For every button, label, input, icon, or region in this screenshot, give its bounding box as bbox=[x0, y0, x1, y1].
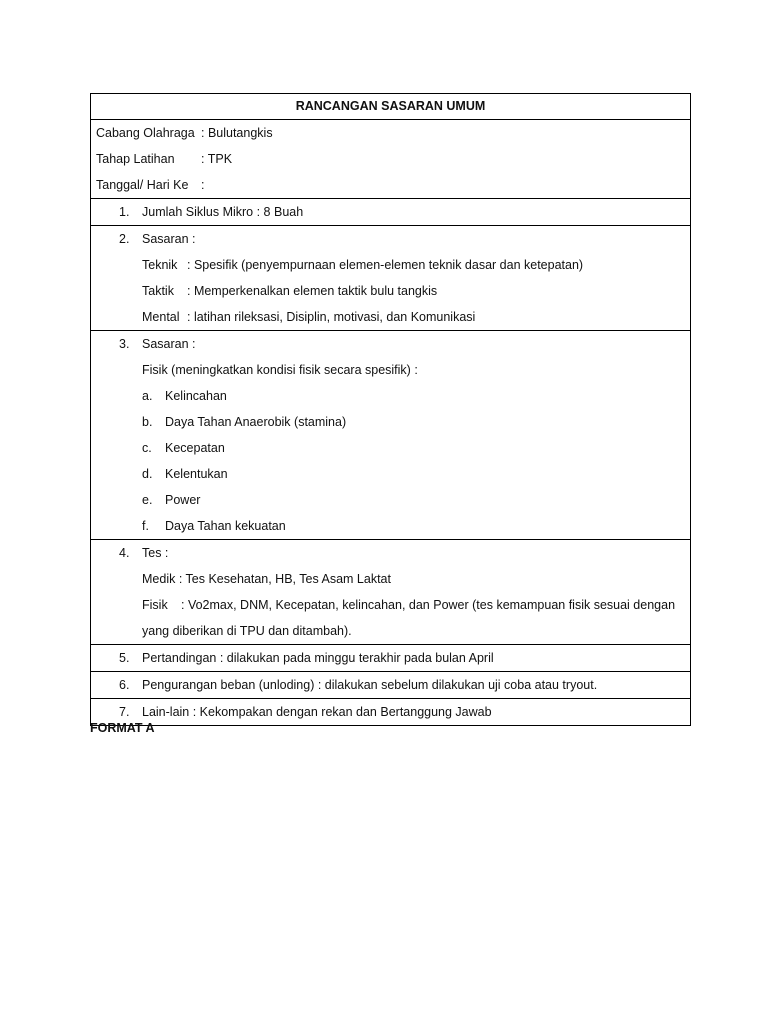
item-row-2 bbox=[91, 225, 690, 330]
detail-line-teknik bbox=[91, 252, 690, 278]
sub-letter: d. bbox=[142, 467, 153, 481]
sub-letter: a. bbox=[142, 389, 153, 403]
detail-key: Teknik bbox=[142, 258, 178, 272]
sub-letter: c. bbox=[142, 441, 152, 455]
item-number: 7. bbox=[119, 705, 130, 719]
sub-text: Daya Tahan Anaerobik (stamina) bbox=[165, 415, 347, 429]
item-row-4 bbox=[91, 539, 690, 644]
info-value: : Bulutangkis bbox=[201, 126, 273, 140]
detail-key: Mental bbox=[142, 310, 180, 324]
info-line-tahap bbox=[91, 146, 690, 172]
sub-item bbox=[91, 487, 690, 513]
table-title: RANCANGAN SASARAN UMUM bbox=[295, 99, 486, 113]
detail-value: : latihan rileksasi, Disiplin, motivasi, dan Komunikasi bbox=[187, 310, 476, 324]
item-text: Pengurangan beban (unloding) : dilakukan sebelum dilakukan uji coba atau tryout. bbox=[142, 678, 598, 692]
table-title-row bbox=[91, 94, 690, 119]
detail-value: : Spesifik (penyempurnaan elemen-elemen teknik dasar dan ketepatan) bbox=[187, 258, 584, 272]
medik-line: Medik : Tes Kesehatan, HB, Tes Asam Laktat bbox=[142, 572, 391, 586]
sub-text: Power bbox=[165, 493, 201, 507]
item-text: Sasaran : bbox=[142, 232, 196, 246]
sub-item bbox=[91, 383, 690, 409]
sub-text: Daya Tahan kekuatan bbox=[165, 519, 286, 533]
sub-letter: e. bbox=[142, 493, 153, 507]
sub-letter: f. bbox=[142, 519, 149, 533]
info-label: Cabang Olahraga bbox=[96, 126, 195, 140]
fisik-intro: Fisik (meningkatkan kondisi fisik secara spesifik) : bbox=[142, 363, 418, 377]
item-text: Tes : bbox=[142, 546, 169, 560]
info-value: : bbox=[201, 178, 205, 192]
sub-item bbox=[91, 513, 690, 539]
detail-key: Taktik bbox=[142, 284, 174, 298]
info-label: Tanggal/ Hari Ke bbox=[96, 178, 189, 192]
item-number: 6. bbox=[119, 678, 130, 692]
sub-item bbox=[91, 409, 690, 435]
item-number: 3. bbox=[119, 337, 130, 351]
sub-item bbox=[91, 435, 690, 461]
info-row bbox=[91, 119, 690, 198]
item-row-3 bbox=[91, 330, 690, 539]
detail-line-mental bbox=[91, 304, 690, 330]
fisik-value: : Vo2max, DNM, Kecepatan, kelincahan, dan Power (tes kemampuan fisik sesuai dengan bbox=[181, 598, 676, 612]
item-number: 5. bbox=[119, 651, 130, 665]
item-text: Sasaran : bbox=[142, 337, 196, 351]
item-text: Jumlah Siklus Mikro : 8 Buah bbox=[142, 205, 304, 219]
format-label: FORMAT A bbox=[90, 721, 155, 735]
item-row-7 bbox=[91, 698, 690, 725]
item-number: 2. bbox=[119, 232, 130, 246]
sub-text: Kecepatan bbox=[165, 441, 225, 455]
info-value: : TPK bbox=[201, 152, 233, 166]
detail-line-taktik bbox=[91, 278, 690, 304]
fisik-key: Fisik bbox=[142, 598, 168, 612]
sub-item bbox=[91, 461, 690, 487]
item-row-5 bbox=[91, 644, 690, 671]
item-row-1 bbox=[91, 198, 690, 225]
item-text: Lain-lain : Kekompakan dengan rekan dan Bertanggung Jawab bbox=[142, 705, 492, 719]
item-row-6 bbox=[91, 671, 690, 698]
info-label: Tahap Latihan bbox=[96, 152, 175, 166]
sub-text: Kelincahan bbox=[165, 389, 227, 403]
fisik-continuation: yang diberikan di TPU dan ditambah). bbox=[142, 624, 352, 638]
item-text: Pertandingan : dilakukan pada minggu terakhir pada bulan April bbox=[142, 651, 494, 665]
detail-value: : Memperkenalkan elemen taktik bulu tangkis bbox=[187, 284, 438, 298]
sub-letter: b. bbox=[142, 415, 153, 429]
info-line-cabang bbox=[91, 120, 690, 146]
item-number: 4. bbox=[119, 546, 130, 560]
sub-text: Kelentukan bbox=[165, 467, 228, 481]
item-number: 1. bbox=[119, 205, 130, 219]
target-plan-table bbox=[90, 93, 691, 726]
info-line-tanggal bbox=[91, 172, 690, 198]
